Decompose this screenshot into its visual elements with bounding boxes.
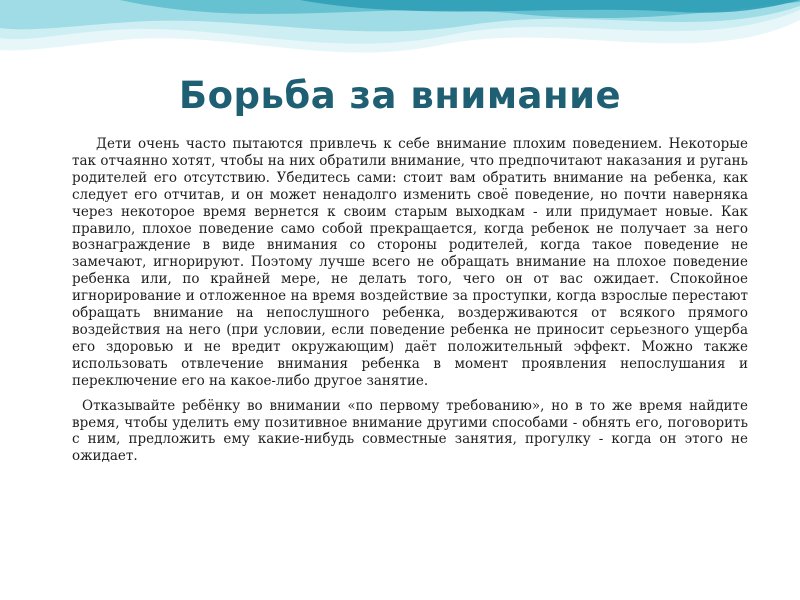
slide-title: Борьба за внимание [178,74,622,117]
slide-body [72,136,748,465]
paragraph-2: Отказывайте ребёнку во внимании «по первому требованию», но в то же время найдите время, чтобы уделить ему позитивное внимание другими способами - обнять его, поговорить с ним, предложить ему какие-нибудь совместные занятия, прогулку - когда он этого не ожидает. [72,397,748,465]
paragraph-1: Дети очень часто пытаются привлечь к себе внимание плохим поведением. Некоторые так отчаянно хотят, чтобы на них обратили внимание, что предпочитают наказания и ругань родителей его отсутствию. Убедитесь сами: стоит вам обратить внимание на ребенка, как следует его отчитав, и он может ненадолго изменить своё поведение, но почти наверняка через некоторое время вернется к своим старым выходкам - или придумает новые. Как правило, плохое поведение само собой прекращается, когда ребенок не получает за него вознаграждение в виде внимания со стороны родителей, когда такое поведение не замечают, игнорируют. Поэтому лучше всего не обращать внимание на плохое поведение ребенка или, по крайней мере, не делать того, чего он от вас ожидает. Спокойное игнорирование и отложенное на время воздействие за проступки, когда взрослые перестают обращать внимание на непослушного ребенка, воздерживаются от всякого прямого воздействия на него (при условии, если поведение ребенка не приносит серьезного ущерба его здоровью и не вредит окружающим) даёт положительный эффект. Можно также использовать отвлечение внимания ребенка в момент проявления непослушания и переключение его на какое-либо другое занятие. [72,136,748,389]
